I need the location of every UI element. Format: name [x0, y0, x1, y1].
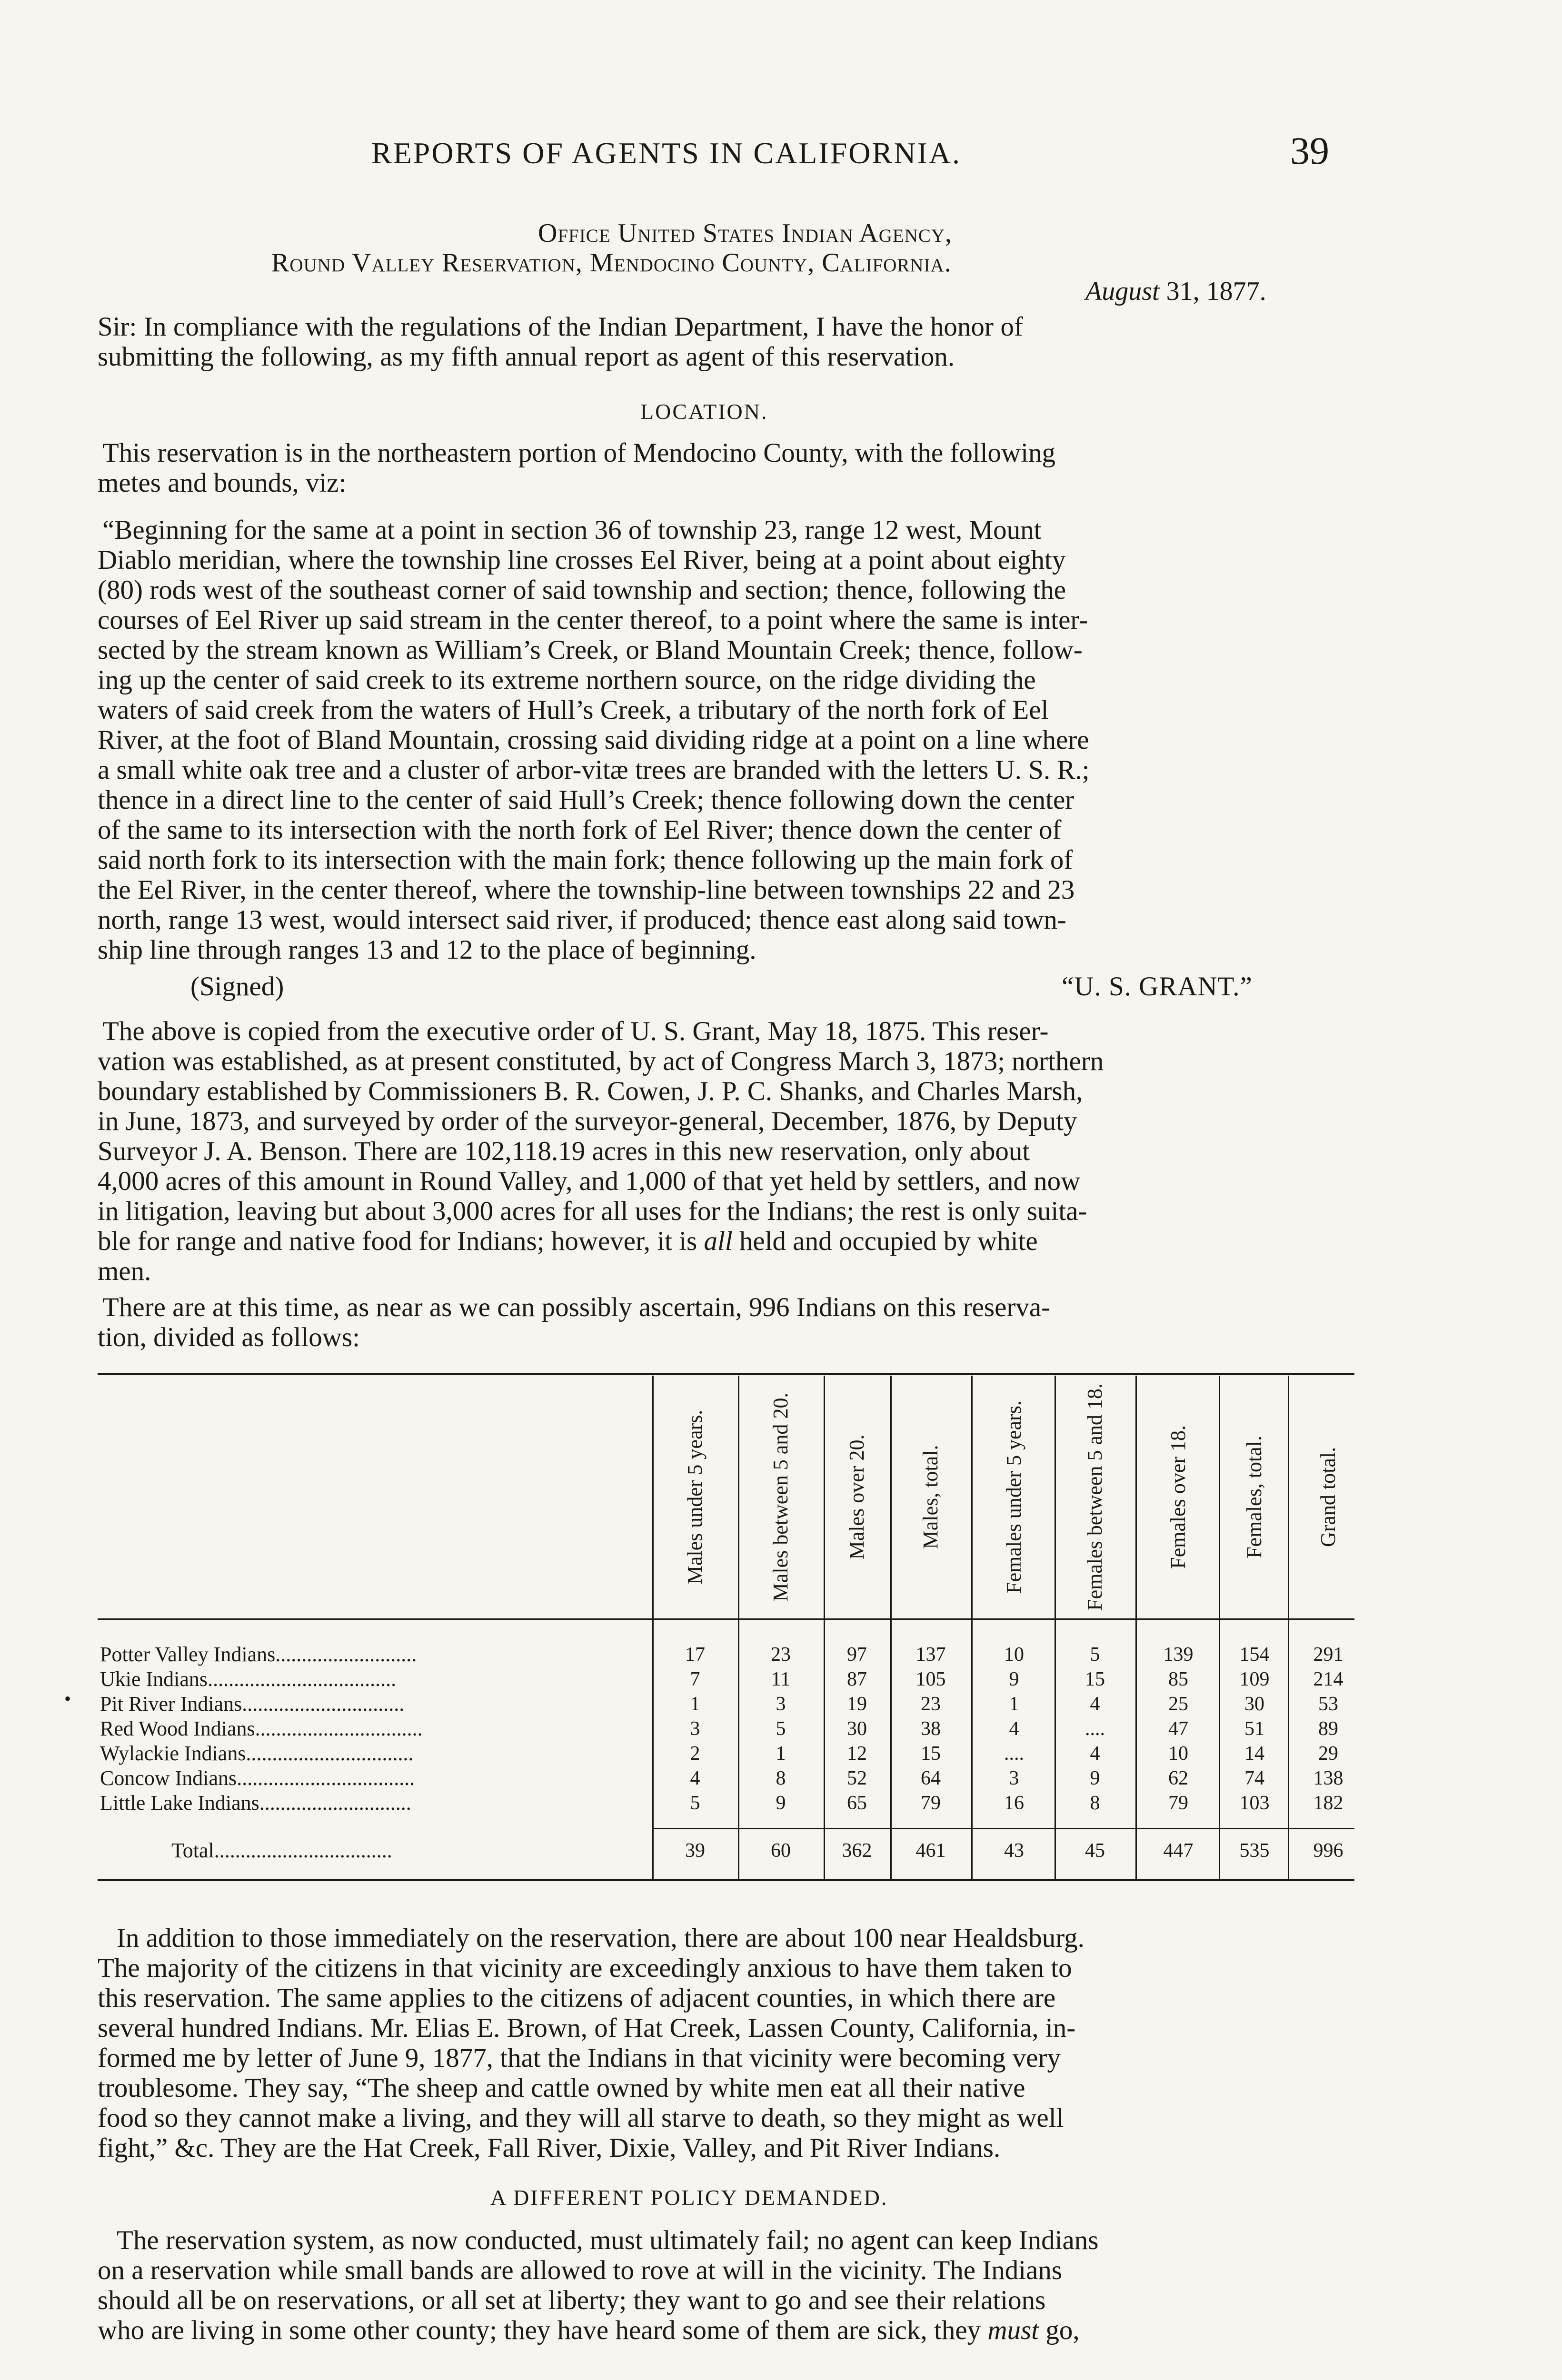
total-cell: 362 — [842, 1840, 872, 1862]
table-cell: 8 — [776, 1767, 786, 1789]
addition-line: this reservation. The same applies to the citizens of adjacent counties, in which there are — [98, 1983, 1056, 2013]
table-cell: 182 — [1313, 1792, 1343, 1814]
table-cell: 4 — [1009, 1718, 1019, 1740]
table-cell: 64 — [921, 1767, 941, 1789]
addition-line: The majority of the citizens in that vicinity are exceedingly anxious to have them taken to — [98, 1953, 1072, 1983]
column-header: Females under 5 years. — [1002, 1400, 1025, 1594]
total-label — [171, 1838, 392, 1863]
table-cell: 103 — [1239, 1792, 1270, 1814]
row-name — [100, 1741, 413, 1765]
table-cell: 9 — [776, 1792, 786, 1814]
census-line: tion, divided as follows: — [98, 1322, 360, 1352]
table-cell: 1 — [1009, 1693, 1019, 1715]
census-line: There are at this time, as near as we can possibly ascertain, 996 Indians on this reserva- — [102, 1292, 1051, 1322]
executive-order-paragraph — [98, 1016, 1104, 1286]
table-cell: 79 — [921, 1792, 941, 1814]
quote-line: “Beginning for the same at a point in section 36 of township 23, range 12 west, Mount — [102, 515, 1042, 545]
table-cell: 47 — [1168, 1718, 1188, 1740]
table-cell: 19 — [847, 1693, 867, 1715]
table-cell: 154 — [1239, 1644, 1270, 1666]
table-cell: .... — [1004, 1743, 1024, 1765]
column-header: Females, total. — [1243, 1436, 1266, 1558]
table-cell: 1 — [776, 1743, 786, 1765]
row-name — [100, 1692, 404, 1716]
column-header: Males over 20. — [845, 1434, 868, 1560]
exec-line: Surveyor J. A. Benson. There are 102,118.19 acres in this new reservation, only about — [98, 1136, 1030, 1166]
row-name — [100, 1716, 423, 1741]
location-line: This reservation is in the northeastern portion of Mendocino County, with the following — [102, 438, 1056, 468]
quote-line: ship line through ranges 13 and 12 to the place of beginning. — [98, 935, 756, 965]
column-header: Males under 5 years. — [683, 1409, 706, 1585]
leader-dots: .................................. — [214, 1839, 392, 1862]
column-header: Females between 5 and 18. — [1083, 1383, 1106, 1611]
addition-line: In addition to those immediately on the reservation, there are about 100 near Healdsburg. — [117, 1923, 1084, 1953]
exec-line: 4,000 acres of this amount in Round Valley, and 1,000 of that yet held by settlers, and now — [98, 1166, 1081, 1196]
table-cell: 7 — [690, 1668, 700, 1690]
row-name — [100, 1667, 396, 1691]
table-bottom-rule — [98, 1879, 1354, 1881]
quote-line: ing up the center of said creek to its extreme northern source, on the ridge dividing the — [98, 665, 1036, 695]
intro-paragraph — [98, 312, 1352, 372]
quote-line: River, at the foot of Bland Mountain, crossing said dividing ridge at a point on a line where — [98, 725, 1089, 755]
signature: “U. S. GRANT.” — [1062, 972, 1253, 1002]
table-cell: 29 — [1318, 1743, 1338, 1765]
addition-line: several hundred Indians. Mr. Elias E. Brown, of Hat Creek, Lassen County, California, in- — [98, 2013, 1076, 2043]
row-name-text: Total — [171, 1839, 214, 1862]
total-cell: 461 — [915, 1840, 946, 1862]
table-cell: 23 — [771, 1644, 791, 1666]
table-cell: 9 — [1009, 1668, 1019, 1690]
exec-line: in litigation, leaving but about 3,000 acres for all uses for the Indians; the rest is only suita- — [98, 1196, 1087, 1226]
table-cell: 3 — [690, 1718, 700, 1740]
addition-line: formed me by letter of June 9, 1877, that the Indians in that vicinity were becoming very — [98, 2043, 1061, 2073]
table-cell: 53 — [1318, 1693, 1338, 1715]
table-cell: 10 — [1004, 1644, 1024, 1666]
row-name-text: Ukie Indians — [100, 1667, 208, 1691]
policy-heading: A DIFFERENT POLICY DEMANDED. — [490, 2185, 888, 2210]
total-cell: 45 — [1085, 1840, 1105, 1862]
office-line: Office United States Indian Agency, — [538, 218, 953, 248]
table-cell: 87 — [847, 1668, 867, 1690]
table-cell: 30 — [847, 1718, 867, 1740]
table-cell: 291 — [1313, 1644, 1343, 1666]
row-name-text: Potter Valley Indians — [100, 1643, 276, 1666]
table-cell: 89 — [1318, 1718, 1338, 1740]
leader-dots: ............................. — [259, 1791, 411, 1815]
exec-line: men. — [98, 1256, 151, 1286]
table-cell: 5 — [776, 1718, 786, 1740]
running-title: REPORTS OF AGENTS IN CALIFORNIA. — [371, 136, 961, 170]
table-cell: 3 — [776, 1693, 786, 1715]
quote-line: thence in a direct line to the center of said Hull’s Creek; thence following down the center — [98, 785, 1074, 815]
table-cell: 79 — [1168, 1792, 1188, 1814]
quote-line: waters of said creek from the waters of Hull’s Creek, a tributary of the north fork of Eel — [98, 695, 1049, 725]
addition-line: food so they cannot make a living, and they will all starve to death, so they might as well — [98, 2103, 1064, 2133]
row-name — [100, 1642, 417, 1666]
table-cell: 139 — [1163, 1644, 1194, 1666]
addition-line: fight,” &c. They are the Hat Creek, Fall River, Dixie, Valley, and Pit River Indians. — [98, 2133, 1001, 2163]
total-cell: 60 — [771, 1840, 791, 1862]
column-header: Grand total. — [1316, 1447, 1340, 1547]
table-cell: 97 — [847, 1644, 867, 1666]
quote-line: of the same to its intersection with the north fork of Eel River; thence down the center of — [98, 815, 1062, 845]
quote-line: (80) rods west of the southeast corner of said township and section; thence, following the — [98, 575, 1066, 605]
table-cell: 62 — [1168, 1767, 1188, 1789]
row-name — [100, 1791, 411, 1815]
quote-line: a small white oak tree and a cluster of arbor-vitæ trees are branded with the letters U. S. R.; — [98, 755, 1090, 785]
table-top-rule — [98, 1373, 1354, 1375]
table-cell: 3 — [1009, 1767, 1019, 1789]
table-cell: 15 — [1085, 1668, 1105, 1690]
intro-line: submitting the following, as my fifth annual report as agent of this reservation. — [98, 342, 955, 372]
table-cell: 10 — [1168, 1743, 1188, 1765]
column-header: Females over 18. — [1166, 1425, 1190, 1569]
table-cell: 52 — [847, 1767, 867, 1789]
page-number: 39 — [1290, 129, 1329, 172]
table-cell: 17 — [685, 1644, 705, 1666]
policy-paragraph — [98, 2225, 1099, 2345]
date-month: August — [1085, 277, 1160, 306]
table-cell: 25 — [1168, 1693, 1188, 1715]
table-cell: 51 — [1244, 1718, 1264, 1740]
table-cell: 5 — [690, 1792, 700, 1814]
quote-line: the Eel River, in the center thereof, where the township-line between townships 22 and 23 — [98, 875, 1075, 905]
table-total-rule — [652, 1828, 1354, 1829]
leader-dots: .................................. — [237, 1766, 415, 1790]
leader-dots: ............................... — [242, 1692, 405, 1716]
margin-mark: • — [64, 1688, 71, 1709]
total-cell: 43 — [1004, 1840, 1024, 1862]
table-cell: 1 — [690, 1693, 700, 1715]
exec-line: in June, 1873, and surveyed by order of the surveyor-general, December, 1876, by Deputy — [98, 1106, 1077, 1136]
table-cell: 2 — [690, 1743, 700, 1765]
exec-line: The above is copied from the executive order of U. S. Grant, May 18, 1875. This reser- — [102, 1016, 1049, 1046]
table-cell: 65 — [847, 1792, 867, 1814]
quote-line: said north fork to its intersection with the main fork; thence following up the main fork of — [98, 845, 1073, 875]
census-intro — [98, 1292, 1050, 1352]
table-head-rule — [98, 1618, 1354, 1620]
table-cell: 85 — [1168, 1668, 1188, 1690]
quote-line: courses of Eel River up said stream in the center thereof, to a point where the same is inter- — [98, 605, 1088, 635]
intro-line: Sir: In compliance with the regulations of the Indian Department, I have the honor of — [98, 312, 1024, 342]
table-cell: 105 — [915, 1668, 946, 1690]
location-heading: LOCATION. — [640, 399, 768, 424]
table-cell: .... — [1085, 1718, 1105, 1740]
policy-line: The reservation system, as now conducted, must ultimately fail; no agent can keep Indians — [117, 2225, 1099, 2255]
exec-line: boundary established by Commissioners B. R. Cowen, J. P. C. Shanks, and Charles Marsh, — [98, 1076, 1083, 1106]
row-name-text: Pit River Indians — [100, 1692, 242, 1716]
row-name-text: Concow Indians — [100, 1766, 237, 1790]
table-cell: 38 — [921, 1718, 941, 1740]
date-day-year: 31, 1877. — [1166, 277, 1266, 306]
table-cell: 4 — [1090, 1743, 1100, 1765]
location-line: metes and bounds, viz: — [98, 468, 347, 498]
policy-line: who are living in some other county; they have heard some of them are sick, they must go, — [98, 2315, 1080, 2345]
table-cell: 138 — [1313, 1767, 1343, 1789]
table-cell: 23 — [921, 1693, 941, 1715]
total-cell: 996 — [1313, 1840, 1343, 1862]
table-cell: 5 — [1090, 1644, 1100, 1666]
table-cell: 8 — [1090, 1792, 1100, 1814]
quote-line: sected by the stream known as William’s Creek, or Bland Mountain Creek; thence, follow- — [98, 635, 1083, 665]
reservation-line: Round Valley Reservation, Mendocino County, California. — [271, 248, 952, 278]
table-cell: 12 — [847, 1743, 867, 1765]
leader-dots: ................................ — [255, 1717, 423, 1740]
quote-line: Diablo meridian, where the township line crosses Eel River, being at a point about eighty — [98, 545, 1066, 575]
total-cell: 447 — [1163, 1840, 1194, 1862]
total-cell: 535 — [1239, 1840, 1270, 1862]
leader-dots: .................................... — [208, 1667, 397, 1691]
column-header: Males between 5 and 20. — [769, 1392, 792, 1602]
boundary-quote — [98, 515, 1089, 965]
table-cell: 15 — [921, 1743, 941, 1765]
quote-line: north, range 13 west, would intersect said river, if produced; thence east along said town- — [98, 905, 1066, 935]
total-cell: 39 — [685, 1840, 705, 1862]
signed-label: (Signed) — [190, 972, 284, 1002]
row-name-text: Red Wood Indians — [100, 1717, 255, 1740]
table-cell: 109 — [1239, 1668, 1270, 1690]
table-cell: 74 — [1244, 1767, 1264, 1789]
row-name-text: Little Lake Indians — [100, 1791, 259, 1815]
leader-dots: ........................... — [275, 1643, 417, 1666]
row-name-text: Wylackie Indians — [100, 1742, 246, 1765]
letter-date — [1085, 276, 1266, 307]
policy-line: should all be on reservations, or all set at liberty; they want to go and see their relations — [98, 2285, 1046, 2315]
policy-line: on a reservation while small bands are allowed to rove at will in the vicinity. The Indians — [98, 2255, 1063, 2285]
table-cell: 4 — [690, 1767, 700, 1789]
table-cell: 9 — [1090, 1767, 1100, 1789]
table-cell: 30 — [1244, 1693, 1264, 1715]
table-cell: 14 — [1244, 1743, 1264, 1765]
column-header: Males, total. — [919, 1445, 942, 1549]
exec-line: vation was established, as at present constituted, by act of Congress March 3, 1873; northern — [98, 1046, 1104, 1076]
exec-line: ble for range and native food for Indians; however, it is all held and occupied by white — [98, 1226, 1038, 1256]
addition-line: troublesome. They say, “The sheep and cattle owned by white men eat all their native — [98, 2073, 1025, 2103]
leader-dots: ................................ — [246, 1742, 414, 1765]
table-cell: 4 — [1090, 1693, 1100, 1715]
table-cell: 214 — [1313, 1668, 1343, 1690]
table-cell: 11 — [771, 1668, 791, 1690]
row-name — [100, 1766, 415, 1790]
addition-paragraph — [98, 1923, 1084, 2163]
table-cell: 16 — [1004, 1792, 1024, 1814]
table-cell: 137 — [915, 1644, 946, 1666]
location-paragraph — [98, 438, 1055, 498]
